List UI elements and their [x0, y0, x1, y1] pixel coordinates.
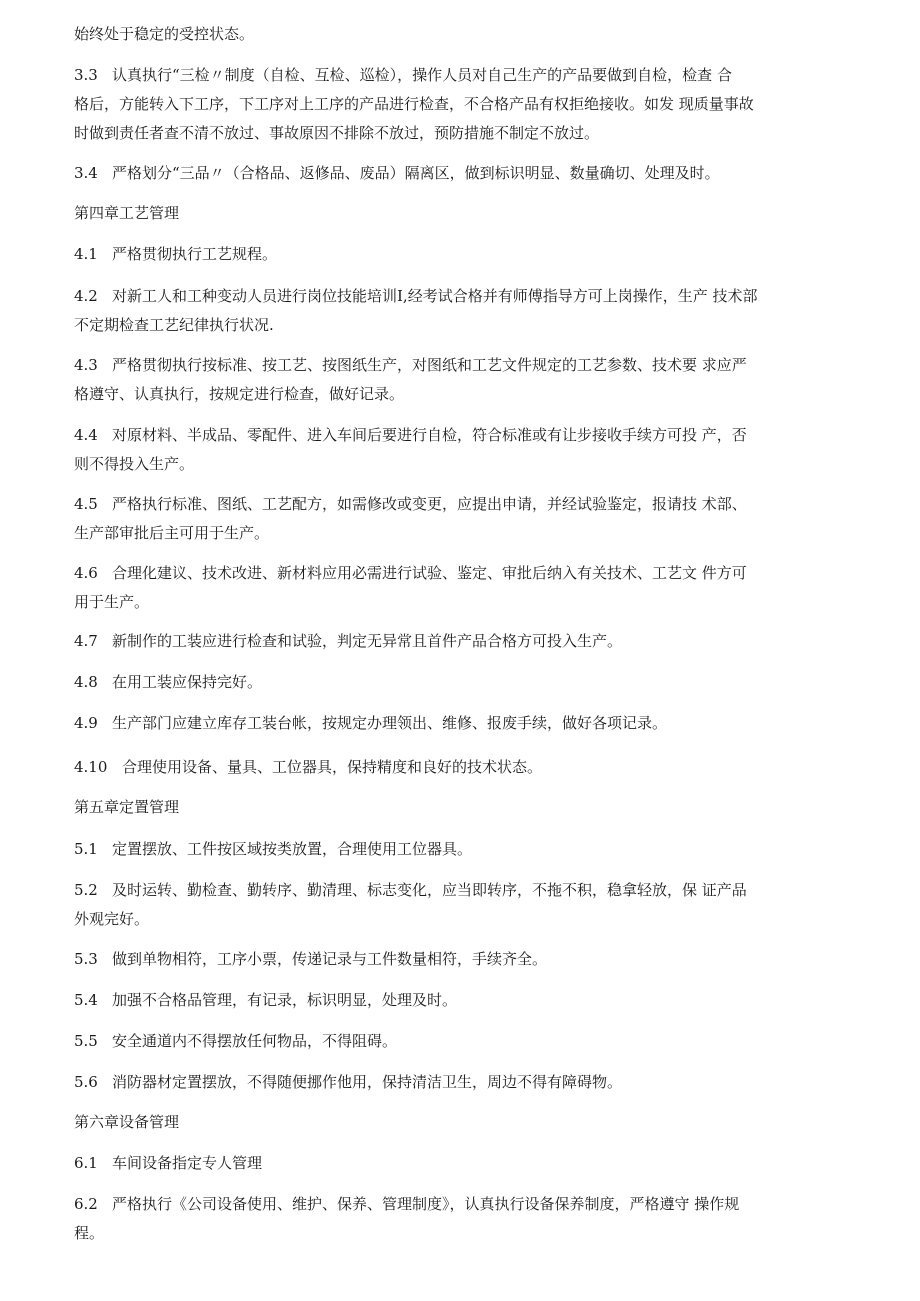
chapter-heading-5 [74, 793, 849, 822]
clause-number: 6.1 [74, 1154, 98, 1172]
clause-number: 4.7 [74, 632, 98, 650]
clause-text: 严格划分“三品〃（合格品、返修品、废品）隔离区，做到标识明显、数量确切、处理及时。 [112, 164, 720, 182]
clause-number: 5.4 [74, 991, 98, 1009]
paragraph-continuation [74, 20, 849, 49]
clause-4-9 [74, 709, 849, 738]
clause-number: 6.2 [74, 1195, 98, 1213]
clause-text: 在用工装应保持完好。 [112, 673, 263, 691]
clause-text: 生产部审批后主可用于生产。 [74, 524, 270, 542]
clause-number: 4.8 [74, 673, 98, 691]
clause-3-3 [74, 61, 849, 148]
clause-4-8 [74, 668, 849, 697]
clause-5-3 [74, 945, 849, 974]
clause-text: 新制作的工装应进行检查和试验，判定无异常且首件产品合格方可投入生产。 [112, 632, 623, 650]
clause-text: 严格执行标准、图纸、工艺配方，如需修改或变更，应提出申请，并经试验鉴定，报请技 术部、 [112, 495, 747, 513]
clause-4-5 [74, 490, 849, 548]
clause-text: 严格贯彻执行按标准、按工艺、按图纸生产，对图纸和工艺文件规定的工艺参数、技术要 求应严 [112, 356, 747, 374]
clause-text: 格后，方能转入下工序，下工序对上工序的产品进行检查，不合格产品有权拒绝接收。如发 现质量事故 [74, 95, 754, 113]
clause-5-6 [74, 1068, 849, 1097]
clause-text: 做到单物相符，工序小票，传递记录与工件数量相符，手续齐全。 [112, 950, 548, 968]
clause-number: 5.2 [74, 881, 98, 899]
clause-number: 4.5 [74, 495, 98, 513]
clause-text: 用于生产。 [74, 593, 150, 611]
clause-text: 生产部门应建立库存工装台帐，按规定办理领出、维修、报废手续，做好各项记录。 [112, 714, 668, 732]
clause-text: 加强不合格品管理，有记录，标识明显，处理及时。 [112, 991, 458, 1009]
clause-text: 合理化建议、技术改进、新材料应用必需进行试验、鉴定、审批后纳入有关技术、工艺文 件方可 [112, 564, 747, 582]
clause-number: 5.1 [74, 840, 98, 858]
chapter-title: 第六章设备管理 [74, 1113, 180, 1131]
clause-number: 3.3 [74, 66, 98, 84]
chapter-title: 第四章工艺管理 [74, 204, 180, 222]
clause-5-4 [74, 986, 849, 1015]
clause-number: 4.9 [74, 714, 98, 732]
clause-text: 认真执行“三检〃制度（自检、互检、巡检），操作人员对自己生产的产品要做到自检，检查 合 [112, 66, 732, 84]
clause-number: 5.6 [74, 1073, 98, 1091]
clause-number: 5.3 [74, 950, 98, 968]
clause-5-1 [74, 835, 849, 864]
clause-text: 程。 [74, 1224, 105, 1242]
clause-text: 不定期检查工艺纪律执行状况. [74, 316, 274, 334]
clause-text: 对新工人和工种变动人员进行岗位技能培训I,经考试合格并有师傅指导方可上岗操作，生产 技术部 [112, 287, 758, 305]
clause-text: 车间设备指定专人管理 [112, 1154, 263, 1172]
clause-number: 4.3 [74, 356, 98, 374]
clause-number: 4.1 [74, 245, 98, 263]
clause-text: 合理使用设备、量具、工位器具，保持精度和良好的技术状态。 [122, 758, 543, 776]
chapter-heading-6 [74, 1108, 849, 1137]
clause-text: 时做到责任者查不清不放过、事故原因不排除不放过，预防措施不制定不放过。 [74, 124, 600, 142]
clause-text: 严格贯彻执行工艺规程。 [112, 245, 278, 263]
clause-3-4 [74, 159, 849, 188]
clause-4-10 [74, 753, 849, 782]
clause-text: 及时运转、勤检查、勤转序、勤清理、标志变化，应当即转序，不拖不积，稳拿轻放，保 证产品 [112, 881, 747, 899]
clause-4-7 [74, 627, 849, 656]
clause-text: 对原材料、半成品、零配件、进入车间后要进行自检，符合标准或有让步接收手续方可投 产，否 [112, 426, 747, 444]
clause-number: 4.4 [74, 426, 98, 444]
clause-4-3 [74, 351, 849, 409]
clause-number: 5.5 [74, 1032, 98, 1050]
clause-text: 消防器材定置摆放，不得随便挪作他用，保持清洁卫生，周边不得有障碍物。 [112, 1073, 623, 1091]
clause-text: 则不得投入生产。 [74, 455, 195, 473]
chapter-heading-4 [74, 199, 849, 228]
chapter-title: 第五章定置管理 [74, 798, 180, 816]
clause-text: 定置摆放、工件按区域按类放置，合理使用工位器具。 [112, 840, 473, 858]
clause-6-1 [74, 1149, 849, 1178]
clause-number: 4.2 [74, 287, 98, 305]
clause-text: 安全通道内不得摆放任何物品，不得阻碍。 [112, 1032, 398, 1050]
clause-5-2 [74, 876, 849, 934]
clause-text: 严格执行《公司设备使用、维护、保养、管理制度》，认真执行设备保养制度，严格遵守 操作规 [112, 1195, 740, 1213]
paragraph-text: 始终处于稳定的受控状态。 [74, 25, 255, 43]
clause-4-1 [74, 240, 849, 269]
clause-number: 3.4 [74, 164, 98, 182]
clause-4-6 [74, 559, 849, 617]
clause-number: 4.6 [74, 564, 98, 582]
clause-6-2 [74, 1190, 849, 1248]
clause-4-2 [74, 282, 849, 340]
clause-text: 外观完好。 [74, 910, 150, 928]
clause-4-4 [74, 421, 849, 479]
clause-number: 4.10 [74, 758, 108, 776]
clause-5-5 [74, 1027, 849, 1056]
clause-text: 格遵守、认真执行，按规定进行检查，做好记录。 [74, 385, 405, 403]
